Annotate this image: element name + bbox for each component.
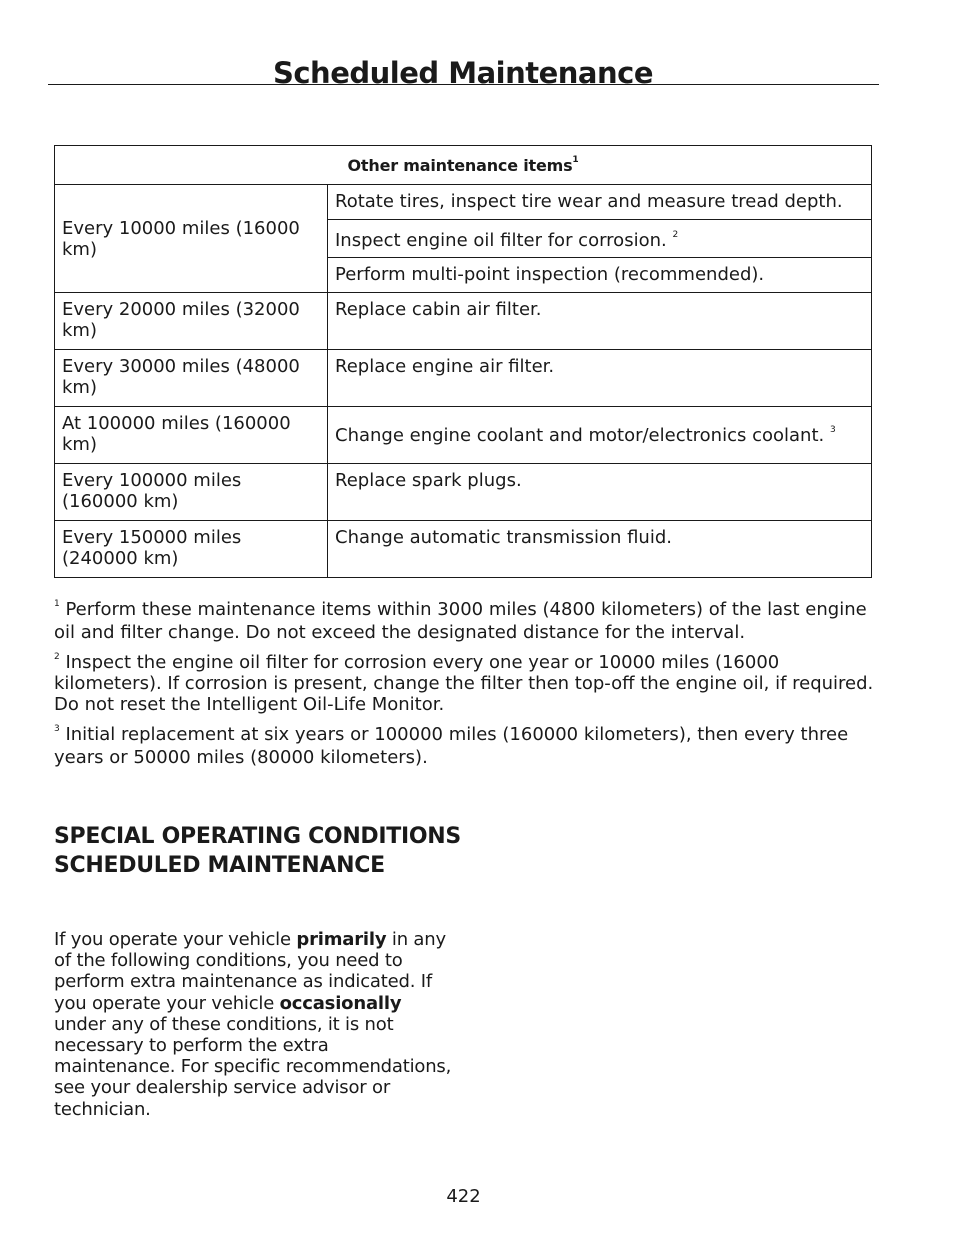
table-heading-note: 1: [572, 154, 579, 165]
task-text: Replace cabin air filter.: [335, 299, 542, 320]
intro-paragraph: [54, 929, 454, 1120]
interval-cell: At 100000 miles (160000 km): [55, 407, 328, 464]
footnote-text: Perform these maintenance items within 3000 miles (4800 kilometers) of the last engine oil and filter change. Do not exceed the designated distance for the interval.: [54, 599, 867, 643]
table-row: [55, 521, 872, 578]
table-header-row: [55, 146, 872, 185]
intro-text: If you operate your vehicle: [54, 929, 297, 950]
footnotes: [54, 598, 879, 777]
task-cell: [328, 185, 872, 220]
table-row: [55, 407, 872, 464]
task-text: Inspect engine oil filter for corrosion.: [335, 230, 667, 251]
table-row: [55, 464, 872, 521]
footnote-text: Initial replacement at six years or 100000 miles (160000 kilometers), then every three years or 50000 miles (80000 kilometers).: [54, 724, 849, 768]
table-heading-text: Other maintenance items: [347, 155, 573, 175]
table-row: [55, 293, 872, 350]
task-text: Replace spark plugs.: [335, 470, 522, 491]
page-title: Scheduled Maintenance: [272, 56, 654, 91]
footnote-mark: 1: [54, 599, 60, 609]
table-row: [55, 185, 872, 220]
interval-cell: Every 30000 miles (48000 km): [55, 350, 328, 407]
task-note: 2: [672, 230, 679, 240]
task-text: Rotate tires, inspect tire wear and measure tread depth.: [335, 191, 843, 212]
interval-cell: Every 10000 miles (16000 km): [55, 185, 328, 293]
footnote: [54, 723, 879, 769]
intro-text: in any of the following conditions, you need to perform extra maintenance as indicated. If you operate your vehicle: [54, 929, 446, 1014]
interval-cell: Every 100000 miles (160000 km): [55, 464, 328, 521]
interval-cell: Every 150000 miles (240000 km): [55, 521, 328, 578]
task-cell: [328, 258, 872, 293]
section-heading: SPECIAL OPERATING CONDITIONS SCHEDULED MAINTENANCE: [54, 824, 461, 878]
task-note: 3: [829, 424, 836, 435]
intro-emphasis: primarily: [296, 929, 387, 950]
task-text: Change engine coolant and motor/electronics coolant.: [335, 424, 825, 446]
task-cell: [328, 350, 872, 407]
title-rule: [48, 84, 879, 85]
table-heading: [55, 146, 872, 185]
task-cell: [328, 521, 872, 578]
table-row: [55, 350, 872, 407]
page-number: 422: [446, 1186, 481, 1207]
footnote: [54, 652, 879, 715]
task-text: Change automatic transmission fluid.: [335, 527, 672, 548]
footnote: [54, 598, 879, 644]
task-cell: [328, 293, 872, 350]
intro-emphasis: occasionally: [279, 992, 402, 1014]
task-cell: [328, 407, 872, 464]
task-text: Replace engine air filter.: [335, 356, 555, 377]
interval-cell: Every 20000 miles (32000 km): [55, 293, 328, 350]
task-text: Perform multi-point inspection (recommended).: [335, 264, 765, 285]
footnote-text: Inspect the engine oil filter for corrosion every one year or 10000 miles (16000 kilometers). If corrosion is present, change the filter then top-off the engine oil, if required. Do not reset the Intelligent Oil-Life Monitor.: [54, 652, 874, 715]
footnote-mark: 3: [54, 724, 60, 734]
maintenance-table: [54, 145, 872, 578]
task-cell: [328, 220, 872, 258]
task-cell: [328, 464, 872, 521]
intro-text: under any of these conditions, it is not necessary to perform the extra maintenance. For specific recommendations, see your dealership service advisor or technician.: [54, 1013, 452, 1120]
footnote-mark: 2: [54, 652, 60, 662]
